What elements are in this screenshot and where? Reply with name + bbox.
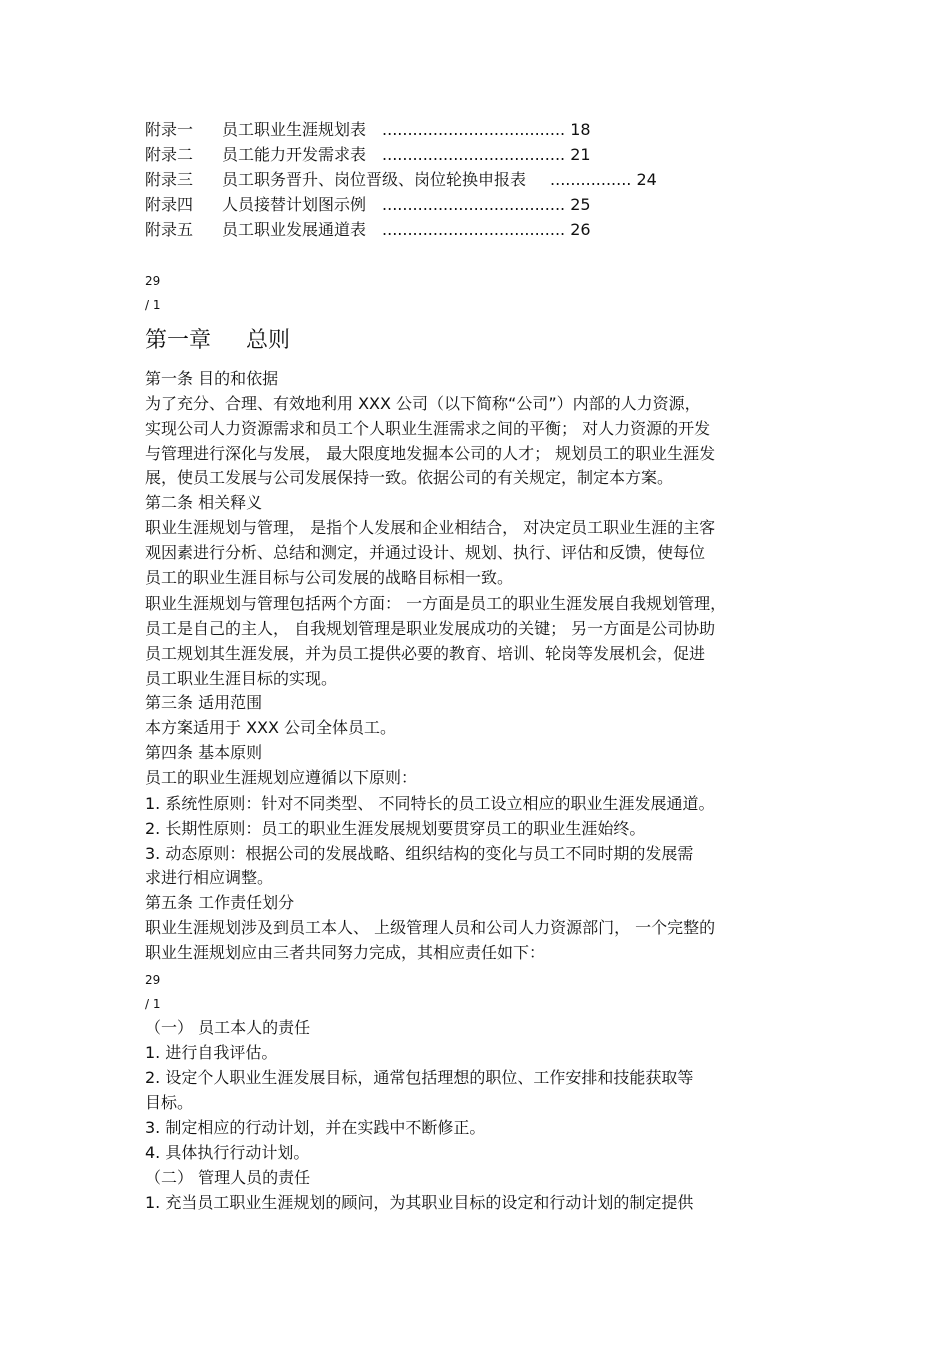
page-number-marker: 29 [145,274,161,288]
body-line: 员工规划其生涯发展，并为员工提供必要的教育、培训、轮岗等发展机会，促进 [145,644,706,663]
toc-dots: .................................... [382,195,566,214]
article-heading: 第三条 适用范围 [145,693,263,712]
toc-label: 附录三 [145,170,194,189]
toc-page-number: 26 [570,220,591,239]
toc-label: 附录四 [145,195,194,214]
toc-page-number: 25 [570,195,591,214]
body-line: 职业生涯规划与管理包括两个方面： 一方面是员工的职业生涯发展自我规划管理， [145,594,727,613]
list-item: 3. 动态原则：根据公司的发展战略、组织结构的变化与员工不同时期的发展需 [145,844,694,863]
body-line: 观因素进行分析、总结和测定，并通过设计、规划、执行、评估和反馈，使每位 [145,543,706,562]
toc-entry[interactable] [145,193,591,217]
list-item: 2. 设定个人职业生涯发展目标，通常包括理想的职位、工作安排和技能获取等 [145,1068,694,1087]
chapter-title: 第一章 总则 [145,328,290,353]
body-line: 与管理进行深化与发展， 最大限度地发掘本公司的人才； 规划员工的职业生涯发 [145,444,716,463]
list-item: 4. 具体执行行动计划。 [145,1143,310,1162]
toc-page-number: 18 [570,120,591,139]
toc-dots: .................................... [382,145,566,164]
body-line: 员工的职业生涯目标与公司发展的战略目标相一致。 [145,568,514,587]
body-line: 员工的职业生涯规划应遵循以下原则： [145,768,418,787]
toc-title: 员工职务晋升、岗位晋级、岗位轮换申报表 [222,170,527,189]
body-line: 展，使员工发展与公司发展保持一致。依据公司的有关规定，制定本方案。 [145,468,674,487]
body-line: 实现公司人力资源需求和员工个人职业生涯需求之间的平衡； 对人力资源的开发 [145,419,711,438]
page-total-marker: / 1 [145,298,161,312]
article-heading: 第二条 相关释义 [145,493,263,512]
toc-title: 员工职业发展通道表 [222,220,367,239]
list-item: 3. 制定相应的行动计划，并在实践中不断修正。 [145,1118,486,1137]
toc-entry[interactable] [145,168,657,192]
page-total-marker: / 1 [145,997,161,1011]
section-heading: （一） 员工本人的责任 [145,1018,311,1037]
article-heading: 第五条 工作责任划分 [145,893,295,912]
toc-title: 人员接替计划图示例 [222,195,367,214]
section-heading: （二） 管理人员的责任 [145,1168,311,1187]
toc-entry[interactable] [145,118,591,142]
toc-dots: .................................... [382,120,566,139]
toc-label: 附录五 [145,220,194,239]
list-item: 1. 充当员工职业生涯规划的顾问，为其职业目标的设定和行动计划的制定提供 [145,1193,694,1212]
toc-entry[interactable] [145,143,591,167]
toc-dots: .................................... [382,220,566,239]
body-line: 本方案适用于 XXX 公司全体员工。 [145,718,397,737]
body-line: 求进行相应调整。 [145,868,274,887]
body-line: 员工是自己的主人， 自我规划管理是职业发展成功的关键； 另一方面是公司协助 [145,619,716,638]
toc-entry[interactable] [145,218,591,242]
toc-title: 员工能力开发需求表 [222,145,367,164]
body-line: 职业生涯规划涉及到员工本人、 上级管理人员和公司人力资源部门， 一个完整的 [145,918,716,937]
page-number-marker: 29 [145,973,161,987]
body-line: 职业生涯规划应由三者共同努力完成，其相应责任如下： [145,943,546,962]
toc-label: 附录二 [145,145,194,164]
list-item: 1. 进行自我评估。 [145,1043,278,1062]
body-line: 职业生涯规划与管理， 是指个人发展和企业相结合， 对决定员工职业生涯的主客 [145,518,716,537]
toc-page-number: 21 [570,145,591,164]
toc-dots: ................ [550,170,632,189]
body-line: 员工职业生涯目标的实现。 [145,669,338,688]
body-line: 目标。 [145,1093,194,1112]
list-item: 1. 系统性原则：针对不同类型、 不同特长的员工设立相应的职业生涯发展通道。 [145,794,715,813]
toc-title: 员工职业生涯规划表 [222,120,367,139]
body-line: 为了充分、合理、有效地利用 XXX 公司（以下简称“公司”）内部的人力资源， [145,394,701,413]
list-item: 2. 长期性原则：员工的职业生涯发展规划要贯穿员工的职业生涯始终。 [145,819,646,838]
toc-label: 附录一 [145,120,194,139]
toc-page-number: 24 [636,170,657,189]
article-heading: 第四条 基本原则 [145,743,263,762]
article-heading: 第一条 目的和依据 [145,369,279,388]
